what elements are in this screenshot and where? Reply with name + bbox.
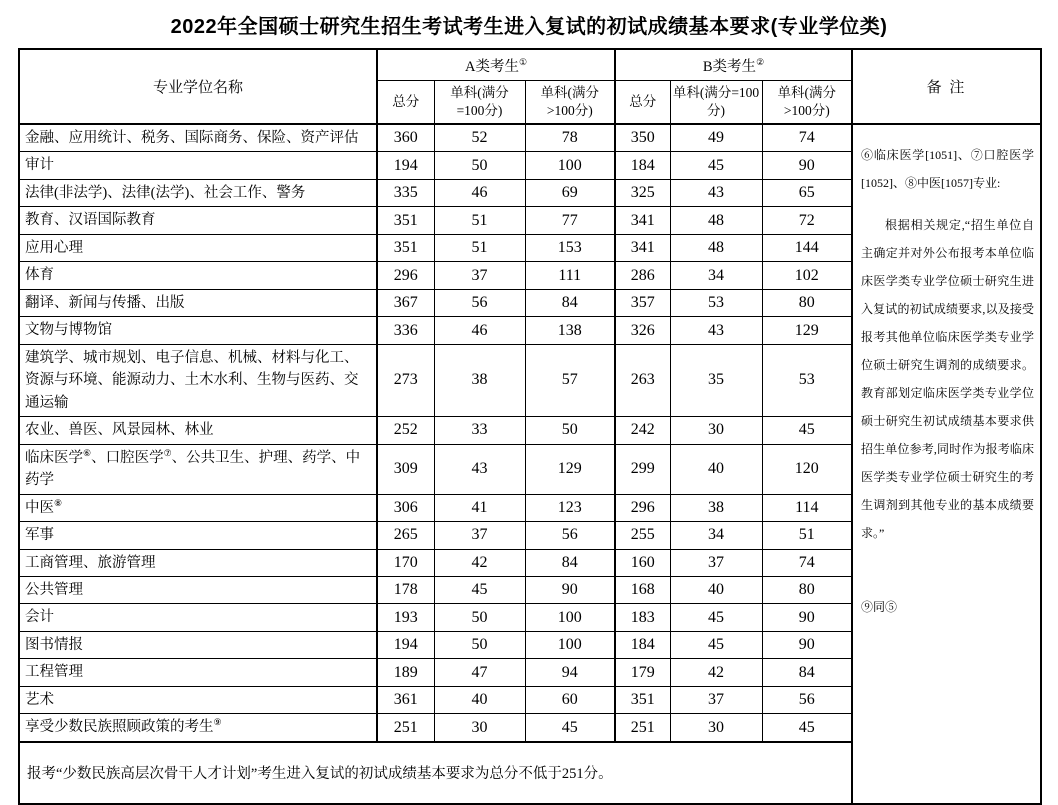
score-cell: 74 xyxy=(762,124,852,152)
column-header-b-single-100: 单科(满分=100分) xyxy=(670,81,762,125)
score-cell: 46 xyxy=(434,317,525,344)
score-cell: 78 xyxy=(525,124,615,152)
group-a-label: A类考生 xyxy=(464,58,519,75)
program-name: 建筑学、城市规划、电子信息、机械、材料与化工、资源与环境、能源动力、土木水利、生物与医药、交通运输 xyxy=(19,344,377,416)
score-cell: 50 xyxy=(434,152,525,179)
score-cell: 45 xyxy=(434,576,525,603)
score-cell: 60 xyxy=(525,686,615,713)
score-cell: 367 xyxy=(377,289,434,316)
score-cell: 335 xyxy=(377,179,434,206)
footnote-mark: ⑥ xyxy=(83,447,92,458)
score-cell: 38 xyxy=(434,344,525,416)
score-cell: 129 xyxy=(762,317,852,344)
footnote-mark: ⑧ xyxy=(54,497,63,508)
score-cell: 48 xyxy=(670,234,762,261)
score-cell: 90 xyxy=(762,631,852,658)
score-cell: 30 xyxy=(670,417,762,444)
score-cell: 40 xyxy=(670,444,762,494)
score-cell: 123 xyxy=(525,494,615,521)
score-cell: 41 xyxy=(434,494,525,521)
score-cell: 325 xyxy=(615,179,670,206)
score-cell: 43 xyxy=(434,444,525,494)
column-header-b-single-over100: 单科(满分>100分) xyxy=(762,81,852,125)
program-name: 金融、应用统计、税务、国际商务、保险、资产评估 xyxy=(19,124,377,152)
remark-paragraph-regulation: 根据相关规定,“招生单位自主确定并对外公布报考本单位临床医学类专业学位硕士研究生进入复试的初试成绩要求,以及接受报考其他单位临床医学类专业学位硕士研究生调剂的成绩要求。教育部划定临床医学类专业学位硕士研究生初试成绩基本要求供招生单位参考,同时作为报考临床医学类专业学位硕士研究生的考生调剂到其他专业的基本成绩要求。” xyxy=(861,218,1035,540)
score-cell: 35 xyxy=(670,344,762,416)
score-cell: 350 xyxy=(615,124,670,152)
score-cell: 336 xyxy=(377,317,434,344)
score-cell: 49 xyxy=(670,124,762,152)
score-cell: 43 xyxy=(670,179,762,206)
program-name: 临床医学⑥、口腔医学⑦、公共卫生、护理、药学、中药学 xyxy=(19,444,377,494)
score-requirements-table xyxy=(18,48,1042,805)
score-cell: 111 xyxy=(525,262,615,289)
header-row-groups xyxy=(19,49,1041,81)
score-cell: 357 xyxy=(615,289,670,316)
score-cell: 43 xyxy=(670,317,762,344)
score-cell: 51 xyxy=(434,207,525,234)
score-cell: 296 xyxy=(377,262,434,289)
score-cell: 100 xyxy=(525,152,615,179)
score-cell: 69 xyxy=(525,179,615,206)
score-cell: 34 xyxy=(670,522,762,549)
score-cell: 90 xyxy=(525,576,615,603)
column-header-a-single-over100: 单科(满分>100分) xyxy=(525,81,615,125)
score-cell: 120 xyxy=(762,444,852,494)
score-cell: 138 xyxy=(525,317,615,344)
score-cell: 72 xyxy=(762,207,852,234)
score-cell: 37 xyxy=(434,522,525,549)
score-cell: 265 xyxy=(377,522,434,549)
score-cell: 351 xyxy=(377,234,434,261)
score-cell: 299 xyxy=(615,444,670,494)
score-cell: 160 xyxy=(615,549,670,576)
score-cell: 56 xyxy=(525,522,615,549)
footnote-mark: ⑨ xyxy=(213,717,222,728)
score-cell: 45 xyxy=(670,631,762,658)
score-cell: 45 xyxy=(525,714,615,742)
score-cell: 57 xyxy=(525,344,615,416)
score-cell: 114 xyxy=(762,494,852,521)
program-name: 公共管理 xyxy=(19,576,377,603)
score-cell: 102 xyxy=(762,262,852,289)
score-cell: 168 xyxy=(615,576,670,603)
score-cell: 94 xyxy=(525,659,615,686)
score-cell: 50 xyxy=(434,604,525,631)
score-cell: 45 xyxy=(762,417,852,444)
score-cell: 273 xyxy=(377,344,434,416)
program-name: 农业、兽医、风景园林、林业 xyxy=(19,417,377,444)
program-name: 体育 xyxy=(19,262,377,289)
score-cell: 251 xyxy=(615,714,670,742)
remark-paragraph-footnote-defs: ⑥临床医学[1051]、⑦口腔医学[1052]、⑧中医[1057]专业: xyxy=(861,148,1035,190)
score-cell: 47 xyxy=(434,659,525,686)
program-name: 审计 xyxy=(19,152,377,179)
score-cell: 90 xyxy=(762,152,852,179)
score-cell: 360 xyxy=(377,124,434,152)
score-cell: 84 xyxy=(525,289,615,316)
score-cell: 40 xyxy=(434,686,525,713)
column-header-a-single-100: 单科(满分=100分) xyxy=(434,81,525,125)
score-cell: 263 xyxy=(615,344,670,416)
group-a-footnote-mark: ① xyxy=(518,56,528,67)
score-cell: 251 xyxy=(377,714,434,742)
score-cell: 46 xyxy=(434,179,525,206)
column-header-a-total: 总分 xyxy=(377,81,434,125)
score-cell: 178 xyxy=(377,576,434,603)
score-cell: 51 xyxy=(762,522,852,549)
table-body xyxy=(19,124,1041,804)
table-header xyxy=(19,49,1041,124)
score-cell: 45 xyxy=(670,152,762,179)
column-header-program-name: 专业学位名称 xyxy=(19,49,377,124)
program-name: 会计 xyxy=(19,604,377,631)
score-cell: 45 xyxy=(670,604,762,631)
score-cell: 42 xyxy=(670,659,762,686)
score-cell: 30 xyxy=(434,714,525,742)
score-cell: 153 xyxy=(525,234,615,261)
program-name: 教育、汉语国际教育 xyxy=(19,207,377,234)
score-cell: 33 xyxy=(434,417,525,444)
program-name: 法律(非法学)、法律(法学)、社会工作、警务 xyxy=(19,179,377,206)
score-cell: 50 xyxy=(525,417,615,444)
score-cell: 56 xyxy=(434,289,525,316)
score-cell: 100 xyxy=(525,604,615,631)
footnote-mark: ⑦ xyxy=(163,447,172,458)
score-cell: 37 xyxy=(670,686,762,713)
score-cell: 255 xyxy=(615,522,670,549)
score-cell: 53 xyxy=(762,344,852,416)
score-cell: 45 xyxy=(762,714,852,742)
score-cell: 326 xyxy=(615,317,670,344)
score-cell: 189 xyxy=(377,659,434,686)
score-cell: 74 xyxy=(762,549,852,576)
score-cell: 48 xyxy=(670,207,762,234)
score-cell: 34 xyxy=(670,262,762,289)
score-cell: 42 xyxy=(434,549,525,576)
score-cell: 193 xyxy=(377,604,434,631)
score-cell: 38 xyxy=(670,494,762,521)
score-cell: 52 xyxy=(434,124,525,152)
score-cell: 306 xyxy=(377,494,434,521)
score-cell: 351 xyxy=(615,686,670,713)
score-cell: 286 xyxy=(615,262,670,289)
program-name: 翻译、新闻与传播、出版 xyxy=(19,289,377,316)
remark-cell xyxy=(852,124,1041,804)
table-row xyxy=(19,124,1041,152)
score-cell: 179 xyxy=(615,659,670,686)
program-name: 图书情报 xyxy=(19,631,377,658)
score-cell: 341 xyxy=(615,207,670,234)
score-cell: 361 xyxy=(377,686,434,713)
score-cell: 51 xyxy=(434,234,525,261)
remark-paragraph-note9: ⑨同⑤ xyxy=(861,600,898,614)
score-cell: 53 xyxy=(670,289,762,316)
column-group-a xyxy=(377,49,615,81)
score-cell: 65 xyxy=(762,179,852,206)
score-cell: 184 xyxy=(615,631,670,658)
score-cell: 50 xyxy=(434,631,525,658)
program-name: 艺术 xyxy=(19,686,377,713)
score-cell: 56 xyxy=(762,686,852,713)
score-cell: 80 xyxy=(762,289,852,316)
program-name: 中医⑧ xyxy=(19,494,377,521)
score-cell: 351 xyxy=(377,207,434,234)
score-cell: 30 xyxy=(670,714,762,742)
score-cell: 194 xyxy=(377,152,434,179)
group-b-label: B类考生 xyxy=(702,58,757,75)
group-b-footnote-mark: ② xyxy=(756,56,765,67)
score-cell: 183 xyxy=(615,604,670,631)
score-cell: 77 xyxy=(525,207,615,234)
score-cell: 194 xyxy=(377,631,434,658)
score-cell: 90 xyxy=(762,604,852,631)
column-group-b xyxy=(615,49,852,81)
score-cell: 37 xyxy=(434,262,525,289)
score-cell: 129 xyxy=(525,444,615,494)
score-cell: 100 xyxy=(525,631,615,658)
score-cell: 144 xyxy=(762,234,852,261)
program-name: 应用心理 xyxy=(19,234,377,261)
program-name: 工程管理 xyxy=(19,659,377,686)
page-title: 2022年全国硕士研究生招生考试考生进入复试的初试成绩基本要求(专业学位类) xyxy=(170,16,888,38)
score-cell: 242 xyxy=(615,417,670,444)
score-cell: 184 xyxy=(615,152,670,179)
score-cell: 84 xyxy=(525,549,615,576)
column-header-b-total: 总分 xyxy=(615,81,670,125)
score-cell: 341 xyxy=(615,234,670,261)
score-cell: 84 xyxy=(762,659,852,686)
score-cell: 80 xyxy=(762,576,852,603)
score-cell: 40 xyxy=(670,576,762,603)
footer-note: 报考“少数民族高层次骨干人才计划”考生进入复试的初试成绩基本要求为总分不低于251分。 xyxy=(19,742,852,804)
score-cell: 309 xyxy=(377,444,434,494)
score-cell: 252 xyxy=(377,417,434,444)
column-header-remark: 备 注 xyxy=(852,49,1041,124)
program-name: 享受少数民族照顾政策的考生⑨ xyxy=(19,714,377,742)
program-name: 军事 xyxy=(19,522,377,549)
program-name: 工商管理、旅游管理 xyxy=(19,549,377,576)
score-cell: 170 xyxy=(377,549,434,576)
score-cell: 37 xyxy=(670,549,762,576)
program-name: 文物与博物馆 xyxy=(19,317,377,344)
score-cell: 296 xyxy=(615,494,670,521)
